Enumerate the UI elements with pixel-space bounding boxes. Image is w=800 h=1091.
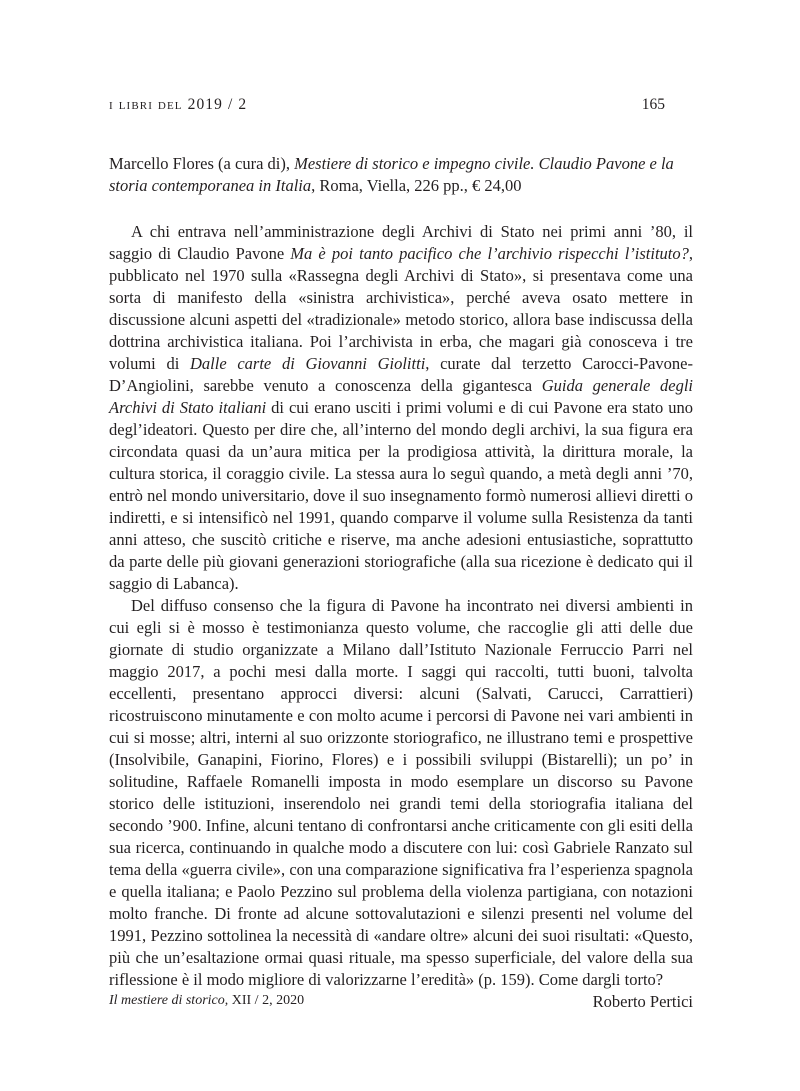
paragraph-2: Del diffuso consenso che la figura di Pavone ha incontrato nei diversi ambienti in cui egli si è mosso è testimonianza questo volume, che raccoglie gli atti delle due giornate di studio organizzate a Milano dall’Istituto Nazionale Ferruccio Parri nel maggio 2017, a pochi mesi dalla morte. I saggi qui raccolti, tutti buoni, talvolta eccellenti, presentano approcci diversi: alcuni (Salvati, Carucci, Carrattieri) ricostruiscono minutamente e con molto acume i percorsi di Pavone nei vari ambienti in cui si mosse; altri, interni al suo orizzonte storiografico, ne illustrano temi e prospettive (Insolvibile, Ganapini, Fiorino, Flores) e i possibili sviluppi (Bistarelli); un po’ in solitudine, Raffaele Romanelli imposta in modo esemplare un discorso su Pavone storico delle istituzioni, inserendolo nei grandi temi della storiografia italiana del secondo ’900. Infine, alcuni tentano di confrontarsi anche criticamente con gli esiti della sua ricerca, continuando in qualche modo a discutere con lui: così Gabriele Ranzato sul tema della «guerra civile», con una comparazione significativa fra l’esperienza spagnola e quella italiana; e Paolo Pezzino sul problema della violenza partigiana, con notazioni molto franche. Di fronte ad alcune sottovalutazioni e silenzi presenti nel volume del 1991, Pezzino sottolinea la necessità di «andare oltre» alcuni dei suoi risultati: «Questo, più che un’esaltazione ormai quasi rituale, ma spesso superficiale, del valore della sua riflessione è il modo migliore di valorizzarne l’eredità» (p. 159). Come dargli torto? bbox=[109, 596, 693, 989]
article-body bbox=[109, 153, 693, 1013]
citation-author: Marcello Flores (a cura di), bbox=[109, 154, 295, 173]
citation-title: Mestiere di storico e impegno civile. Claudio Pavone e la storia contemporanea in Italia bbox=[109, 154, 674, 195]
paragraph-1-text-2: , pubblicato nel 1970 sulla «Rassegna degli Archivi di Stato», si presentava come una sorta di manifesto della «sinistra archivistica», perché aveva osato mettere in discussione alcuni aspetti del «tradizionale» metodo storico, allora base indiscussa della dottrina archivistica italiana. Poi l’archivista in erba, che magari già conosceva i tre volumi di bbox=[109, 244, 693, 373]
running-head bbox=[109, 96, 665, 120]
footer-issue: , XII / 2, 2020 bbox=[224, 993, 305, 1008]
paragraph-1-italic-1: Ma è poi tanto pacifico che l’archivio rispecchi l’istituto? bbox=[290, 244, 689, 263]
page-number: 165 bbox=[641, 96, 665, 113]
footer-journal: Il mestiere di storico bbox=[109, 993, 225, 1008]
paragraph-1 bbox=[109, 221, 693, 595]
paragraph-1-text-3: , curate dal terzetto Carocci-Pavone-D’Angiolini, sarebbe venuto a conoscenza della gigantesca bbox=[109, 354, 693, 395]
paragraph-1-text-1: A chi entrava nell’amministrazione degli Archivi di Stato nei primi anni ’80, il saggio di Claudio Pavone bbox=[109, 222, 693, 263]
page-footer bbox=[109, 993, 304, 1009]
paragraph-1-text-4: di cui erano usciti i primi volumi e di cui Pavone era stato uno degl’ideatori. Questo per dire che, all’interno del mondo degli archivi, la sua figura era circondata quasi da un’aura mitica per la prodigiosa attività, la dirittura morale, la cultura storica, il coraggio civile. La stessa aura lo seguì quando, a metà degli anni ’70, entrò nel mondo universitario, dove il suo insegnamento formò numerosi allievi diretti o indiretti, e si intensificò nel 1991, quando comparve il volume sulla Resistenza da tanti anni atteso, che suscitò critiche e riserve, ma anche adesioni entusiastiche, soprattutto da parte delle più giovani generazioni storiografiche (alla sua ricezione è dedicato qui il saggio di Labanca). bbox=[109, 398, 693, 593]
book-citation bbox=[109, 153, 693, 197]
paragraph-1-italic-3: Guida generale degli Archivi di Stato italiani bbox=[109, 376, 693, 417]
review-signature: Roberto Pertici bbox=[592, 992, 693, 1011]
citation-details: , Roma, Viella, 226 pp., € 24,00 bbox=[311, 176, 522, 195]
paragraph-1-italic-2: Dalle carte di Giovanni Giolitti bbox=[190, 354, 426, 373]
running-title: i libri del 2019 / 2 bbox=[109, 96, 248, 113]
